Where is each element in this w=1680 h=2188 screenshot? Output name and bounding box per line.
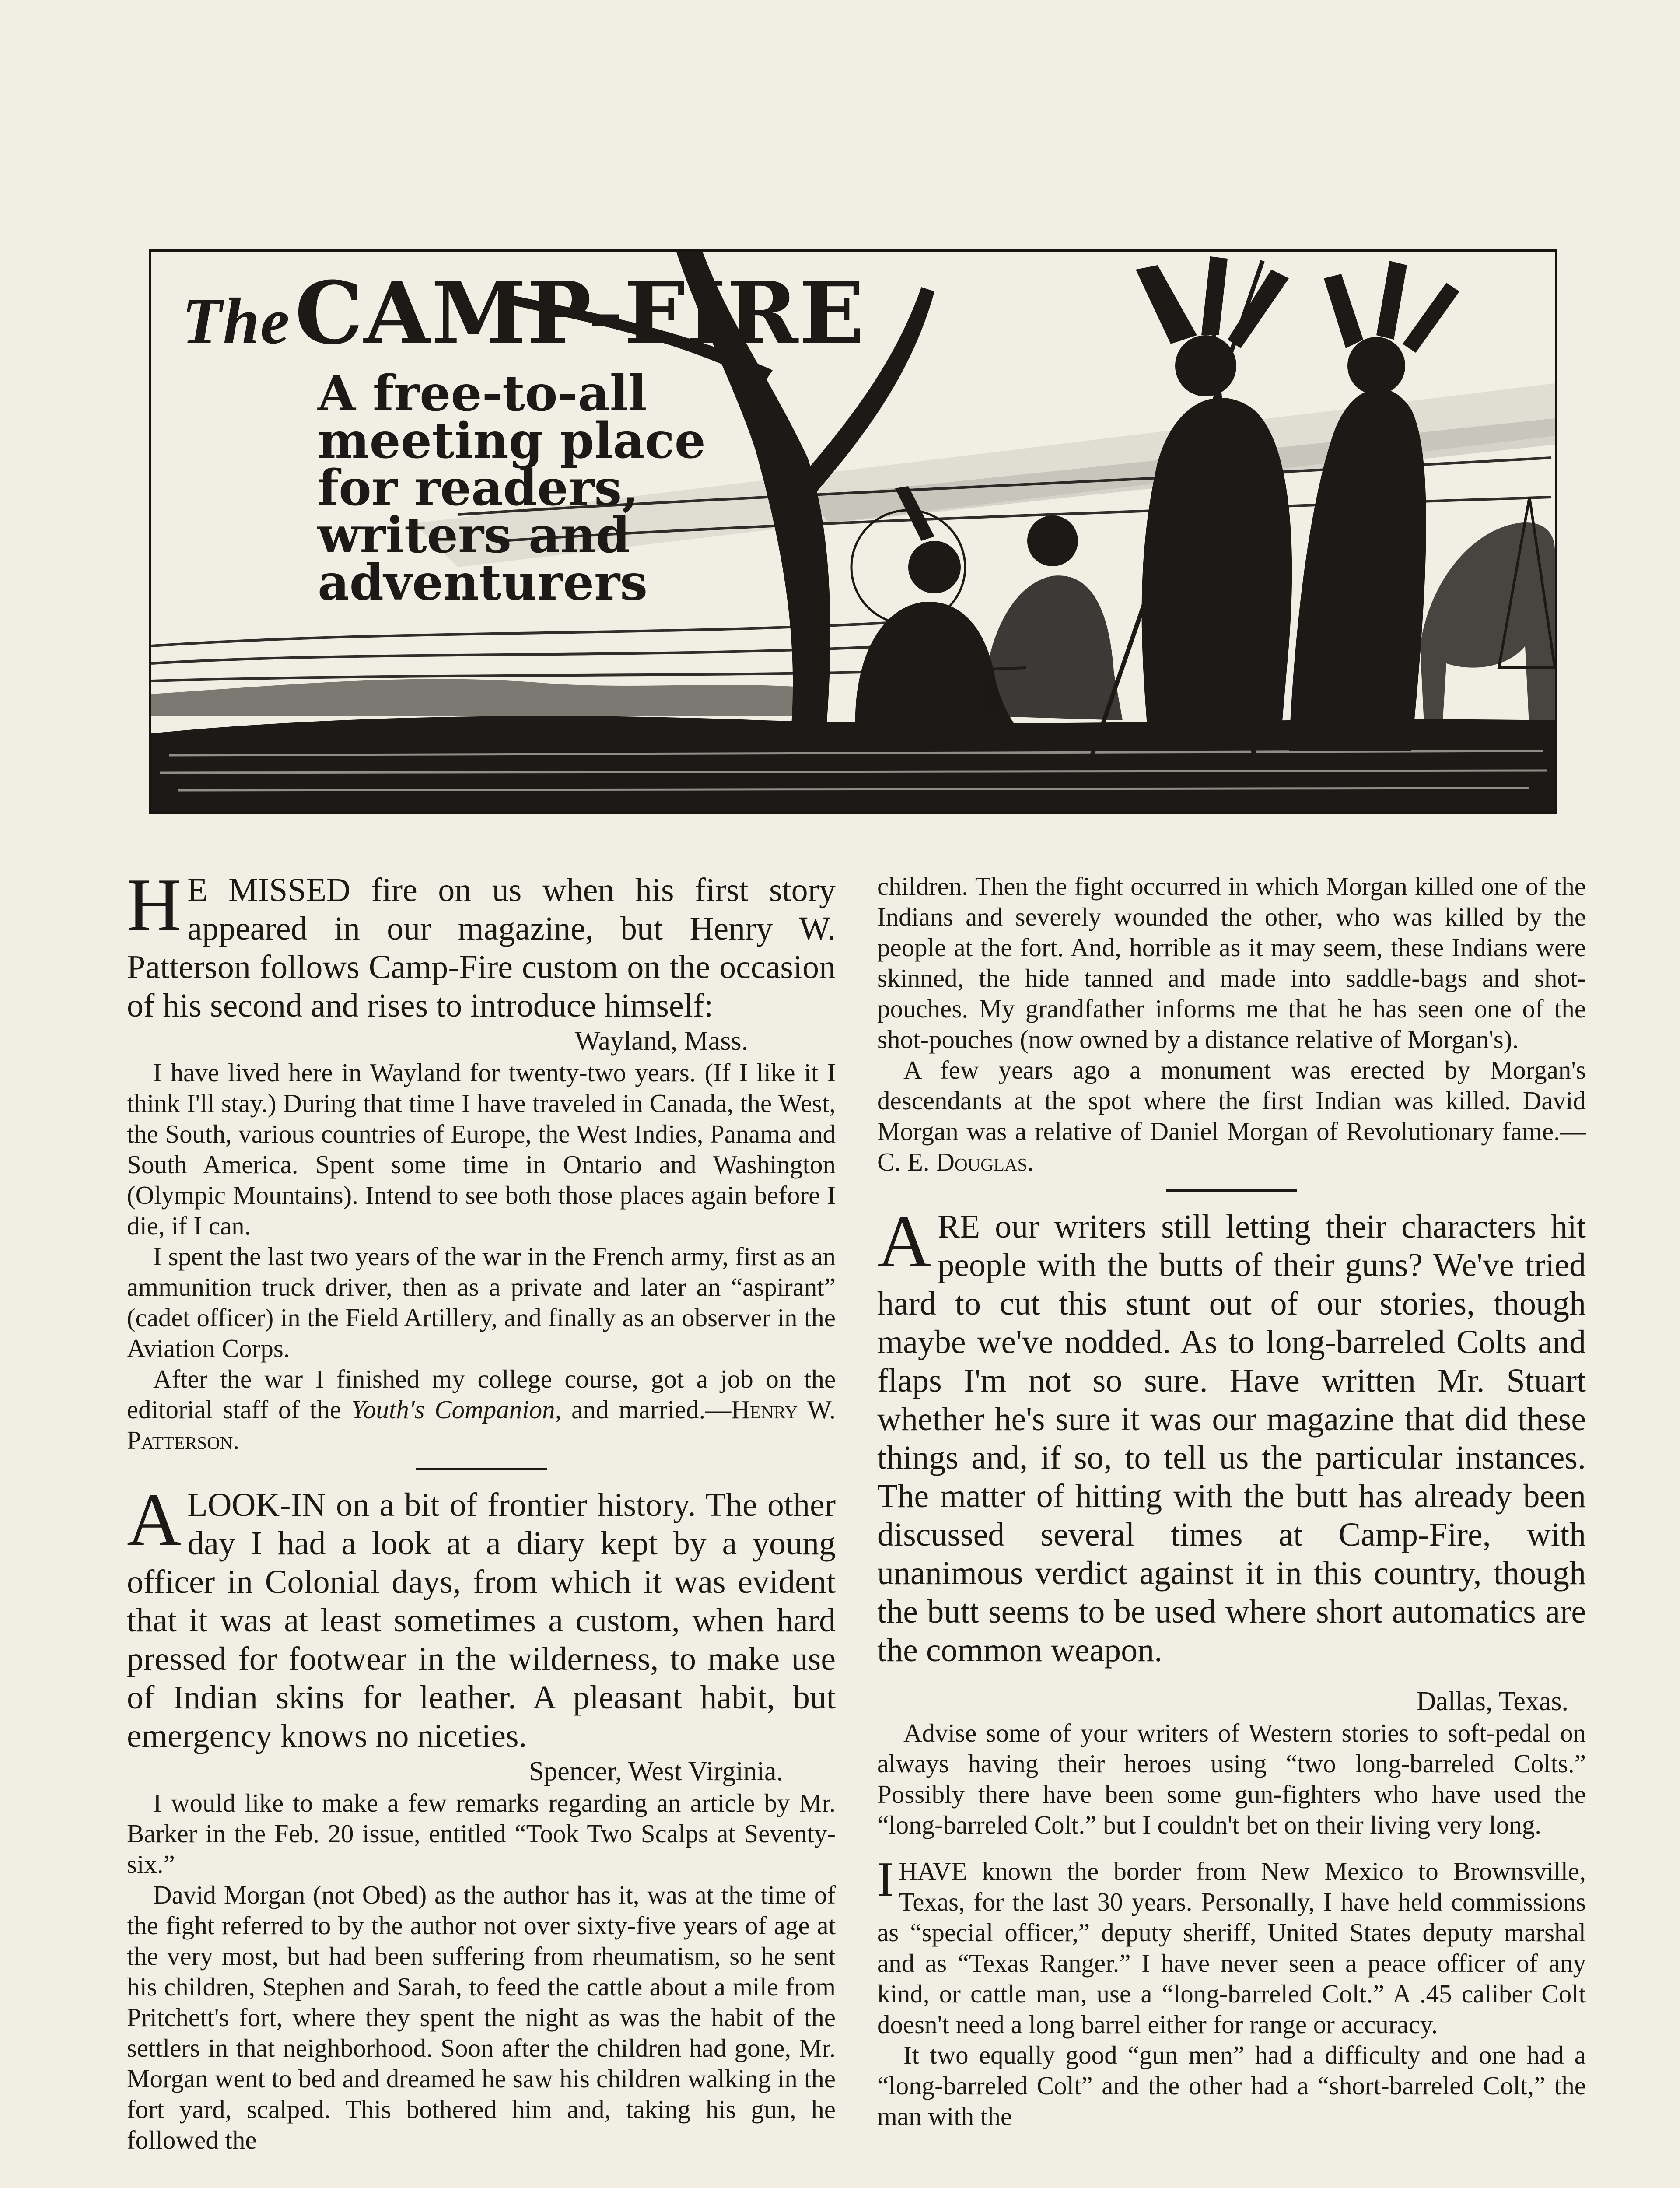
- right-column: [877, 871, 1586, 2132]
- section-paragraph: [877, 1852, 1586, 2040]
- letter-paragraph: children. Then the fight occurred in which Morgan killed one of the Indians and severely wounded the other, who was killed by the people at the fort. And, horrible as it may seem, these Indians were skinned, the hide tanned and made into saddle-bags and shot-pouches. My grandfather informs me that he has seen one of the shot-pouches (now owned by a distance relative of Morgan's).: [877, 872, 1586, 1054]
- letter-paragraph: I spent the last two years of the war in the French army, first as an ammunition truck driver, then as a private and later an “aspirant” (cadet officer) in the Field Artillery, and finally as an observer in the Aviation Corps.: [127, 1242, 836, 1363]
- section-divider: [416, 1468, 547, 1470]
- left-column: [127, 863, 836, 2155]
- section-intro: [877, 1200, 1586, 1669]
- dateline: Dallas, Texas.: [1416, 1687, 1568, 1716]
- letter-paragraph: [877, 1055, 1586, 1177]
- section-intro: [127, 1478, 836, 1755]
- text-span: After the war I finished my college course, got a job on the editorial staff of the: [127, 1364, 836, 1424]
- publication-name: Youth's Companion,: [351, 1395, 562, 1424]
- text-span: and married.—: [561, 1395, 732, 1424]
- section-intro-text: LOOK-IN on a bit of frontier history. The other day I had a look at a diary kept by a young officer in Colonial days, from which it was evident that it was at least sometimes a custom, when hard pressed for footwear in the wilderness, to make use of Indian skins for leather. A pleasant habit, but emergency knows no niceties.: [127, 1487, 836, 1754]
- letter-paragraph: Advise some of your writers of Western stories to soft-pedal on always having their heroes using “two long-barreled Colts.” Possibly there have been some gun-fighters who have used the “long-barreled Colt.” but I couldn't bet on their living very long.: [877, 1718, 1586, 1839]
- letter-paragraph: David Morgan (not Obed) as the author has it, was at the time of the fight referred to by the author not over sixty-five years of age at the very most, but had been suffering from rheumatism, so he sent his children, Stephen and Sarah, to feed the cattle about a mile from Pritchett's fort, where they spent the night as was the habit of the settlers in that neighborhood. Soon after the children had gone, Mr. Morgan went to bed and dreamed he saw his children walking in the fort yard, scalped. This bothered him and, taking his gun, he followed the: [127, 1880, 836, 2154]
- header-subtitle: A free-to-all meeting place for readers, writers and adventurers: [318, 365, 706, 611]
- signature: C. E. Douglas.: [877, 1147, 1034, 1176]
- text-span: A few years ago a monument was erected by Morgan's descendants at the spot where the first Indian was killed. David Morgan was a relative of Daniel Morgan of Revolutionary fame.—: [877, 1055, 1586, 1146]
- section-intro-text: RE our writers still letting their characters hit people with the butts of their guns? We've tried hard to cut this stunt out of our stories, though maybe we've nodded. As to long-barreled Colts and flaps I'm not so sure. Have written Mr. Stuart whether he's sure it was our magazine that did these things and, if so, to tell us the particular instances. The matter of hitting with the butt has already been discussed several times at Camp-Fire, with unanimous verdict against it in this country, though the butt seems to be used where short automatics are the common weapon.: [877, 1208, 1586, 1669]
- drop-cap: H: [127, 863, 182, 947]
- title-the: The: [182, 285, 290, 358]
- camp-fire-header-banner: [149, 249, 1558, 814]
- dateline: Wayland, Mass.: [574, 1026, 748, 1056]
- intro-paragraph: [127, 863, 836, 1025]
- signature: Henry W. Patterson.: [127, 1395, 836, 1455]
- drop-cap: I: [877, 1852, 894, 1907]
- drop-cap: A: [127, 1478, 182, 1561]
- drop-cap: A: [877, 1200, 932, 1283]
- intro-text: E MISSED fire on us when his first story appeared in our magazine, but Henry W. Patterson follows Camp-Fire custom on the occasion of his second and rises to introduce himself:: [127, 872, 836, 1024]
- title-main: CAMP-FIRE: [294, 263, 865, 364]
- letter-paragraph: I have lived here in Wayland for twenty-two years. (If I like it I think I'll stay.) During that time I have traveled in Canada, the West, the South, various countries of Europe, the West Indies, Panama and South America. Spent some time in Ontario and Washington (Olympic Mountains). Intend to see both those places again before I die, if I can.: [127, 1058, 836, 1240]
- section-divider: [1166, 1189, 1297, 1192]
- dateline: Spencer, West Virginia.: [528, 1757, 783, 1786]
- letter-paragraph: It two equally good “gun men” had a difficulty and one had a “long-barreled Colt” and the other had a “short-barreled Colt,” the man with the: [877, 2041, 1586, 2131]
- letter-paragraph: [127, 1364, 836, 1455]
- header-title: [182, 263, 865, 365]
- letter-paragraph: I would like to make a few remarks regarding an article by Mr. Barker in the Feb. 20 issue, entitled “Took Two Scalps at Seventy-six.”: [127, 1788, 836, 1879]
- section-text: HAVE known the border from New Mexico to Brownsville, Texas, for the last 30 years. Personally, I have held commissions as “special officer,” deputy sheriff, United States deputy marshal and as “Texas Ranger.” I have never seen a peace officer of any kind, or cattle man, use a “long-barreled Colt.” A .45 caliber Colt doesn't need a long barrel either for range or accuracy.: [877, 1857, 1586, 2039]
